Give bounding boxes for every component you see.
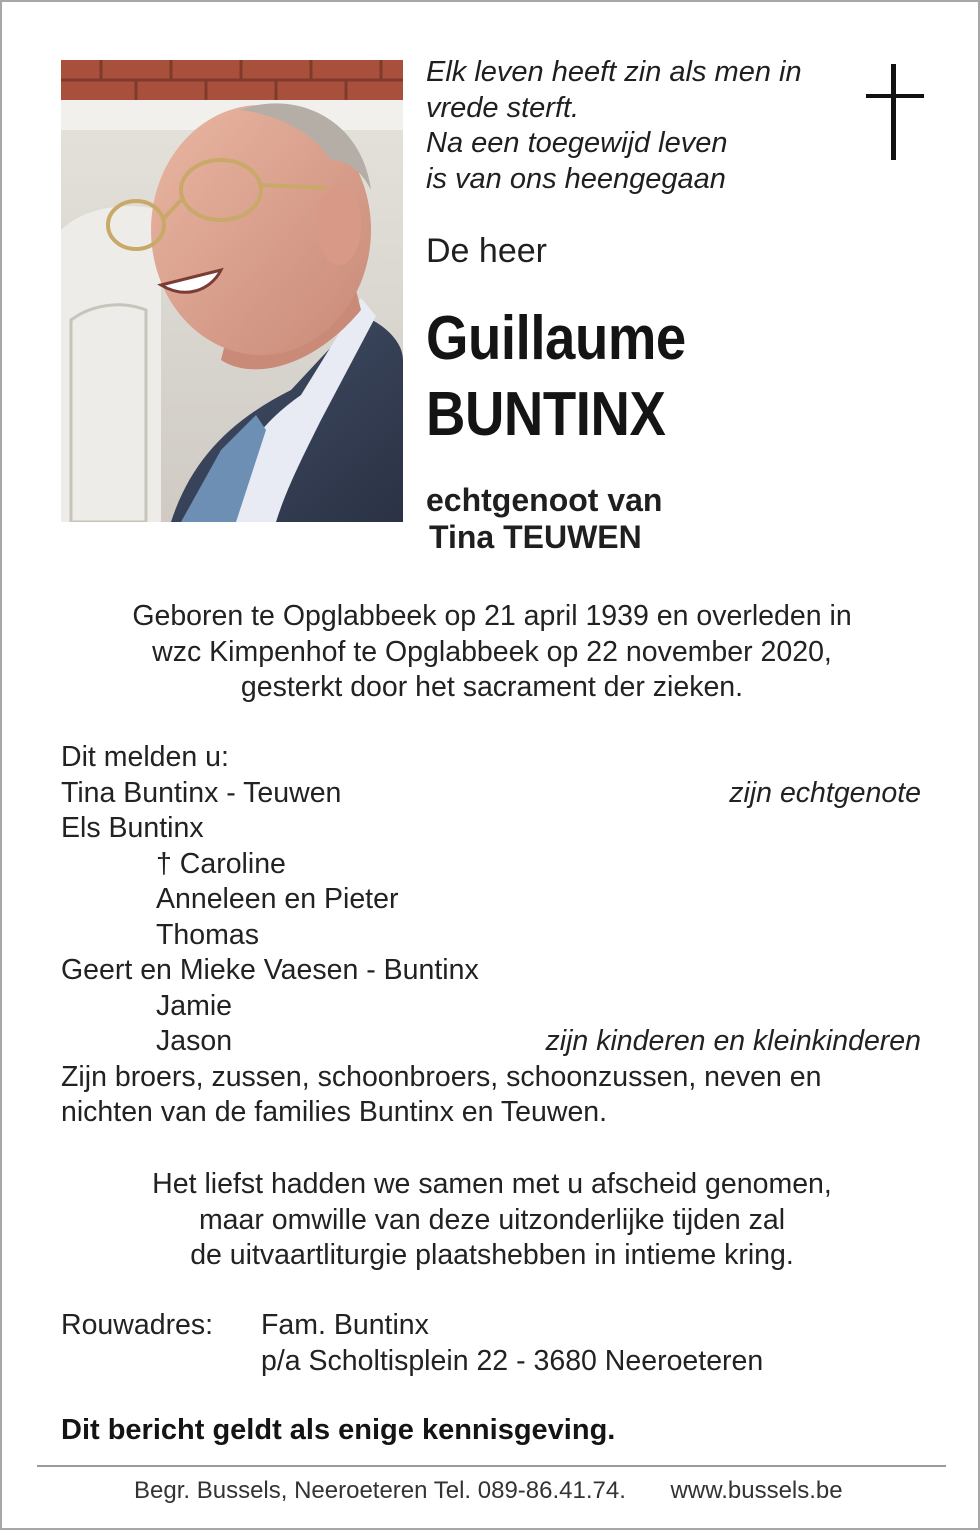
text-line: maar omwille van deze uitzonderlijke tijden zal — [198, 1203, 786, 1236]
family-list — [61, 740, 921, 1131]
grandchild-name: Jason — [156, 1025, 233, 1057]
portrait-photo — [61, 60, 403, 522]
children-role: zijn kinderen en kleinkinderen — [545, 1025, 921, 1057]
child-name: Els Buntinx — [61, 812, 204, 844]
wife-role: zijn echtgenote — [729, 776, 921, 809]
wife-name: Tina Buntinx - Teuwen — [61, 776, 342, 809]
address-line-2: p/a Scholtisplein 22 - 3680 Neeroeteren — [261, 1345, 764, 1377]
text-line: wzc Kimpenhof te Opglabbeek op 22 november 2020, — [152, 635, 832, 668]
extended-family-line: Zijn broers, zussen, schoonbroers, schoonzussen, neven en — [61, 1060, 822, 1093]
poem-line: Elk leven heeft zin als men in — [426, 56, 802, 88]
mourning-address — [61, 1308, 921, 1380]
child-name: Geert en Mieke Vaesen - Buntinx — [61, 954, 479, 986]
family-row-wife — [61, 776, 921, 812]
grandchild-name: Anneleen en Pieter — [156, 883, 399, 915]
poem-line: is van ons heengegaan — [426, 162, 726, 195]
farewell-text — [42, 1167, 942, 1274]
last-name: BUNTINX — [426, 380, 666, 449]
address-label: Rouwadres: — [61, 1309, 214, 1341]
family-row-last — [61, 1024, 921, 1060]
text-line: Het liefst hadden we samen met u afscheid genomen, — [152, 1168, 832, 1200]
title-prefix: De heer — [426, 232, 547, 270]
text-line: Geboren te Opglabbeek op 21 april 1939 en overleden in — [132, 600, 852, 632]
grandchild-name: † Caroline — [156, 847, 286, 880]
first-name: Guillaume — [426, 304, 686, 373]
spouse-block — [426, 482, 662, 556]
notice: Dit bericht geldt als enige kennisgeving. — [61, 1414, 616, 1446]
poem-line: Na een toegewijd leven — [426, 127, 728, 159]
divider — [37, 1465, 946, 1467]
poem-line: vrede sterft. — [426, 91, 580, 124]
cross-icon — [866, 64, 924, 162]
text-line: de uitvaartliturgie plaatshebben in intieme kring. — [190, 1239, 794, 1271]
website-link[interactable]: www.bussels.be — [670, 1477, 843, 1504]
undertaker-info: Begr. Bussels, Neeroeteren Tel. 089-86.41.74. — [134, 1477, 626, 1504]
family-intro: Dit melden u: — [61, 741, 229, 773]
birth-death-text — [42, 599, 942, 706]
extended-family-line: nichten van de families Buntinx en Teuwen. — [61, 1096, 608, 1128]
grandchild-name: Thomas — [156, 918, 259, 951]
poem — [426, 55, 846, 197]
grandchild-name: Jamie — [156, 989, 233, 1022]
spouse-label: echtgenoot van — [426, 482, 663, 518]
text-line: gesterkt door het sacrament der zieken. — [240, 671, 744, 703]
spouse-name: Tina TEUWEN — [429, 519, 642, 555]
address-line-1: Fam. Buntinx — [261, 1309, 429, 1341]
footer — [134, 1477, 843, 1505]
deceased-name — [426, 301, 686, 453]
